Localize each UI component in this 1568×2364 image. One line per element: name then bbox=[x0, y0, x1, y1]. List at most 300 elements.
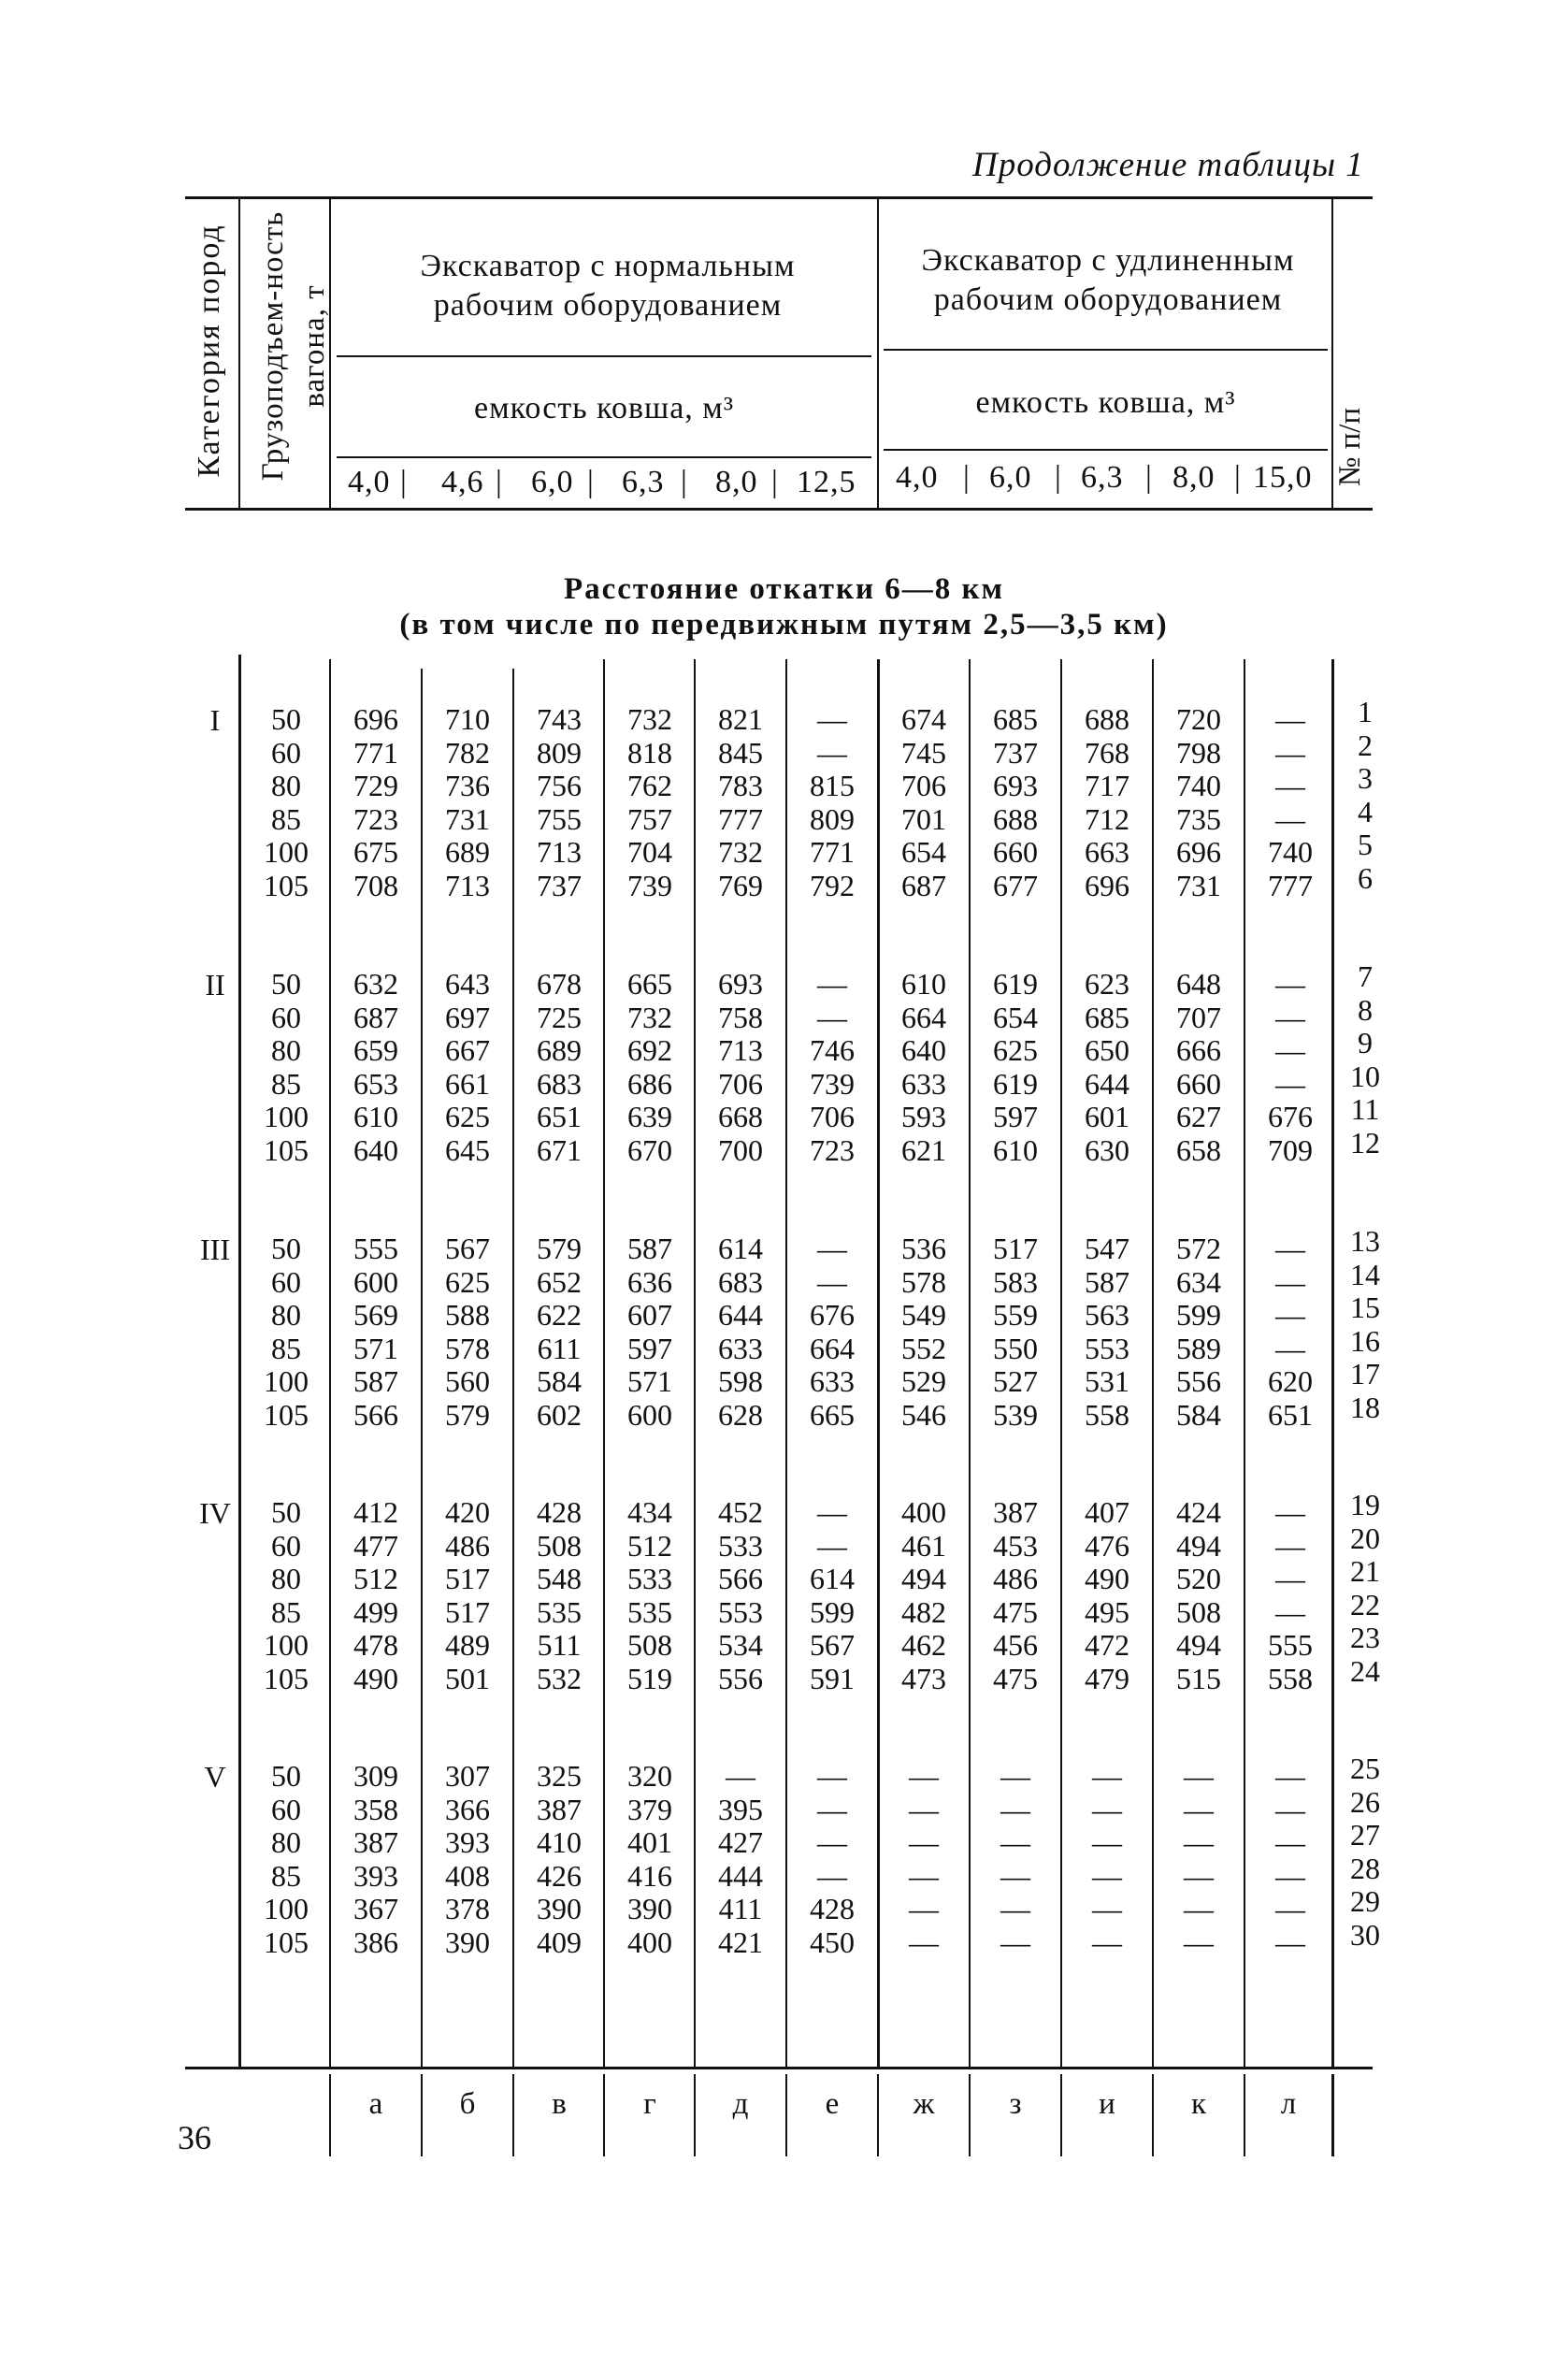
value-cell: 736 bbox=[445, 769, 490, 802]
value-cell: 408 bbox=[445, 1858, 490, 1893]
value-cell: 472 bbox=[1085, 1628, 1129, 1662]
value-cell: 549 bbox=[901, 1298, 946, 1332]
value-cell: 508 bbox=[537, 1528, 582, 1563]
body-vline bbox=[694, 659, 696, 2067]
value-cell: 559 bbox=[993, 1298, 1038, 1332]
value-cell: 688 bbox=[993, 801, 1038, 836]
value-cell: 409 bbox=[537, 1924, 582, 1959]
header-hline bbox=[884, 449, 1328, 451]
value-cell: 815 bbox=[810, 769, 855, 802]
value-cell: 495 bbox=[1085, 1594, 1129, 1629]
value-cell: — bbox=[1275, 769, 1305, 802]
column-letter: л bbox=[1280, 2087, 1297, 2121]
value-cell: 309 bbox=[353, 1759, 398, 1793]
value-cell: 412 bbox=[353, 1495, 398, 1529]
capacity-cell: 60 bbox=[271, 1792, 301, 1826]
value-cell: 486 bbox=[445, 1528, 490, 1563]
value-cell: 633 bbox=[810, 1364, 855, 1398]
value-cell: 508 bbox=[1176, 1594, 1221, 1629]
capacity-cell: 80 bbox=[271, 1033, 301, 1067]
value-cell: — bbox=[1275, 702, 1305, 736]
size-separator: | bbox=[1055, 460, 1062, 495]
capacity-cell: 50 bbox=[271, 967, 301, 1001]
body-vline bbox=[603, 659, 605, 2067]
value-cell: 625 bbox=[445, 1264, 490, 1299]
value-cell: 704 bbox=[627, 835, 672, 869]
value-cell: 731 bbox=[1176, 868, 1221, 902]
value-cell: 494 bbox=[901, 1562, 946, 1595]
value-cell: 845 bbox=[718, 735, 763, 770]
value-cell: 566 bbox=[353, 1397, 398, 1432]
value-cell: 668 bbox=[718, 1100, 763, 1133]
value-cell: 671 bbox=[537, 1132, 582, 1167]
value-cell: 710 bbox=[445, 702, 490, 736]
value-cell: 739 bbox=[627, 868, 672, 902]
value-cell: — bbox=[1000, 1825, 1030, 1859]
value-cell: 558 bbox=[1268, 1661, 1313, 1695]
header-hline bbox=[337, 456, 871, 458]
value-cell: 633 bbox=[718, 1331, 763, 1365]
capacity-cell: 100 bbox=[264, 1364, 309, 1398]
value-cell: 651 bbox=[1268, 1397, 1313, 1432]
value-cell: 572 bbox=[1176, 1232, 1221, 1265]
value-cell: 536 bbox=[901, 1232, 946, 1265]
value-cell: 529 bbox=[901, 1364, 946, 1398]
value-cell: 452 bbox=[718, 1495, 763, 1529]
value-cell: 707 bbox=[1176, 1000, 1221, 1034]
value-cell: — bbox=[1275, 1033, 1305, 1067]
value-cell: 610 bbox=[353, 1100, 398, 1133]
value-cell: — bbox=[1275, 1298, 1305, 1332]
value-cell: — bbox=[1275, 1331, 1305, 1365]
value-cell: 740 bbox=[1176, 769, 1221, 802]
value-cell: 535 bbox=[537, 1594, 582, 1629]
capacity-cell: 80 bbox=[271, 1562, 301, 1595]
value-cell: 660 bbox=[993, 835, 1038, 869]
value-cell: — bbox=[1275, 801, 1305, 836]
value-cell: 731 bbox=[445, 801, 490, 836]
value-cell: 732 bbox=[627, 1000, 672, 1034]
value-cell: 762 bbox=[627, 769, 672, 802]
value-cell: 689 bbox=[537, 1033, 582, 1067]
value-cell: — bbox=[1275, 1892, 1305, 1925]
value-cell: 644 bbox=[718, 1298, 763, 1332]
value-cell: 588 bbox=[445, 1298, 490, 1332]
value-cell: 475 bbox=[993, 1661, 1038, 1695]
value-cell: 737 bbox=[993, 735, 1038, 770]
value-cell: — bbox=[1275, 1000, 1305, 1034]
value-cell: 424 bbox=[1176, 1495, 1221, 1529]
value-cell: 771 bbox=[353, 735, 398, 770]
value-cell: — bbox=[1184, 1892, 1214, 1925]
value-cell: 659 bbox=[353, 1033, 398, 1067]
value-cell: 654 bbox=[901, 835, 946, 869]
value-cell: 652 bbox=[537, 1264, 582, 1299]
value-cell: 620 bbox=[1268, 1364, 1313, 1398]
value-cell: — bbox=[817, 702, 847, 736]
normal-size: 4,0 bbox=[348, 465, 391, 499]
row-number: 18 bbox=[1350, 1390, 1380, 1424]
value-cell: 687 bbox=[353, 1000, 398, 1034]
value-cell: 387 bbox=[993, 1495, 1038, 1529]
value-cell: — bbox=[1184, 1858, 1214, 1893]
body-bottom-rule bbox=[185, 2067, 1373, 2069]
value-cell: 411 bbox=[718, 1892, 763, 1925]
value-cell: 531 bbox=[1085, 1364, 1129, 1398]
value-cell: — bbox=[1275, 1858, 1305, 1893]
value-cell: — bbox=[1275, 1924, 1305, 1959]
value-cell: 527 bbox=[993, 1364, 1038, 1398]
value-cell: 519 bbox=[627, 1661, 672, 1695]
section-title-line2: (в том числе по передвижным путям 2,5—3,5 км) bbox=[399, 608, 1169, 641]
normal-bucket-capacity-label: емкость ковша, м³ bbox=[473, 391, 735, 425]
value-cell: 494 bbox=[1176, 1628, 1221, 1662]
row-number: 28 bbox=[1350, 1851, 1380, 1885]
column-letter: б bbox=[459, 2087, 476, 2121]
normal-size: 12,5 bbox=[797, 465, 856, 499]
value-cell: — bbox=[1092, 1825, 1122, 1859]
value-cell: 644 bbox=[1085, 1066, 1129, 1101]
value-cell: 387 bbox=[353, 1825, 398, 1859]
value-cell: 558 bbox=[1085, 1397, 1129, 1432]
value-cell: 713 bbox=[537, 835, 582, 869]
value-cell: 648 bbox=[1176, 967, 1221, 1001]
value-cell: 628 bbox=[718, 1397, 763, 1432]
value-cell: 630 bbox=[1085, 1132, 1129, 1167]
value-cell: 675 bbox=[353, 835, 398, 869]
header-hline bbox=[337, 355, 871, 357]
capacity-cell: 100 bbox=[264, 1892, 309, 1925]
value-cell: — bbox=[1275, 1594, 1305, 1629]
category-label: I bbox=[209, 703, 221, 737]
letter-vline bbox=[329, 2074, 331, 2156]
capacity-cell: 85 bbox=[271, 1858, 301, 1893]
category-label: II bbox=[205, 968, 225, 1002]
value-cell: 687 bbox=[901, 868, 946, 902]
size-separator: | bbox=[1234, 460, 1242, 495]
value-cell: 720 bbox=[1176, 702, 1221, 736]
value-cell: 578 bbox=[445, 1331, 490, 1365]
size-separator: | bbox=[681, 465, 688, 499]
value-cell: 783 bbox=[718, 769, 763, 802]
capacity-column-head: Грузоподъем-ность вагона, т bbox=[256, 210, 331, 482]
value-cell: 533 bbox=[627, 1562, 672, 1595]
value-cell: 661 bbox=[445, 1066, 490, 1101]
normal-equipment-heading: Экскаватор с нормальным рабочим оборудованием bbox=[420, 249, 796, 323]
value-cell: 651 bbox=[537, 1100, 582, 1133]
value-cell: 307 bbox=[445, 1759, 490, 1793]
size-separator: | bbox=[771, 465, 779, 499]
value-cell: 625 bbox=[993, 1033, 1038, 1067]
capacity-cell: 60 bbox=[271, 1264, 301, 1299]
value-cell: 713 bbox=[445, 868, 490, 902]
value-cell: — bbox=[1275, 1759, 1305, 1793]
value-cell: 755 bbox=[537, 801, 582, 836]
value-cell: 683 bbox=[537, 1066, 582, 1101]
value-cell: 534 bbox=[718, 1628, 763, 1662]
value-cell: 571 bbox=[353, 1331, 398, 1365]
row-number: 3 bbox=[1358, 761, 1373, 795]
value-cell: 553 bbox=[1085, 1331, 1129, 1365]
value-cell: — bbox=[1275, 1792, 1305, 1826]
value-cell: 478 bbox=[353, 1628, 398, 1662]
value-cell: 732 bbox=[718, 835, 763, 869]
value-cell: — bbox=[817, 735, 847, 770]
body-vline bbox=[785, 659, 787, 2067]
row-number: 25 bbox=[1350, 1751, 1380, 1785]
value-cell: 390 bbox=[445, 1924, 490, 1959]
extended-size: 15,0 bbox=[1253, 460, 1313, 495]
value-cell: 739 bbox=[810, 1066, 855, 1101]
column-letter: а bbox=[368, 2087, 383, 2121]
capacity-cell: 60 bbox=[271, 735, 301, 770]
normal-size: 6,0 bbox=[531, 465, 574, 499]
value-cell: 390 bbox=[537, 1892, 582, 1925]
section-title-line1: Расстояние откатки 6—8 км bbox=[563, 572, 1005, 606]
value-cell: 593 bbox=[901, 1100, 946, 1133]
value-cell: 757 bbox=[627, 801, 672, 836]
capacity-cell: 80 bbox=[271, 1298, 301, 1332]
row-number: 6 bbox=[1358, 860, 1373, 895]
value-cell: 587 bbox=[627, 1232, 672, 1265]
row-number: 26 bbox=[1350, 1784, 1380, 1819]
row-number: 11 bbox=[1350, 1092, 1380, 1126]
value-cell: 821 bbox=[718, 702, 763, 736]
value-cell: 746 bbox=[810, 1033, 855, 1067]
value-cell: — bbox=[909, 1924, 939, 1959]
value-cell: 556 bbox=[718, 1661, 763, 1695]
row-number: 19 bbox=[1350, 1488, 1380, 1521]
value-cell: 555 bbox=[353, 1232, 398, 1265]
extended-size: 6,3 bbox=[1081, 460, 1124, 495]
value-cell: 407 bbox=[1085, 1495, 1129, 1529]
value-cell: 692 bbox=[627, 1033, 672, 1067]
number-column-head: № п/п bbox=[1333, 407, 1367, 487]
value-cell: 627 bbox=[1176, 1100, 1221, 1133]
value-cell: 701 bbox=[901, 801, 946, 836]
value-cell: 706 bbox=[718, 1066, 763, 1101]
letter-vline bbox=[512, 2074, 514, 2156]
value-cell: 640 bbox=[353, 1132, 398, 1167]
value-cell: 599 bbox=[810, 1594, 855, 1629]
value-cell: 611 bbox=[537, 1331, 582, 1365]
column-letter: и bbox=[1099, 2087, 1115, 2121]
value-cell: 325 bbox=[537, 1759, 582, 1793]
value-cell: — bbox=[1092, 1792, 1122, 1826]
value-cell: 512 bbox=[353, 1562, 398, 1595]
value-cell: 600 bbox=[353, 1264, 398, 1299]
letter-vline bbox=[421, 2074, 423, 2156]
value-cell: — bbox=[1275, 1825, 1305, 1859]
value-cell: — bbox=[1092, 1892, 1122, 1925]
value-cell: — bbox=[909, 1892, 939, 1925]
value-cell: 723 bbox=[810, 1132, 855, 1167]
letter-vline bbox=[694, 2074, 696, 2156]
row-number: 5 bbox=[1358, 828, 1373, 861]
value-cell: 636 bbox=[627, 1264, 672, 1299]
value-cell: 768 bbox=[1085, 735, 1129, 770]
body-vline bbox=[969, 659, 971, 2067]
row-number: 12 bbox=[1350, 1125, 1380, 1160]
value-cell: — bbox=[1275, 1066, 1305, 1101]
value-cell: 387 bbox=[537, 1792, 582, 1826]
letter-vline bbox=[877, 2074, 879, 2156]
value-cell: 462 bbox=[901, 1628, 946, 1662]
body-vline bbox=[238, 655, 241, 2067]
value-cell: — bbox=[1275, 735, 1305, 770]
column-letter: ж bbox=[913, 2087, 935, 2121]
value-cell: 532 bbox=[537, 1661, 582, 1695]
value-cell: 550 bbox=[993, 1331, 1038, 1365]
value-cell: 490 bbox=[1085, 1562, 1129, 1595]
value-cell: 632 bbox=[353, 967, 398, 1001]
header-vline bbox=[877, 196, 879, 510]
value-cell: 473 bbox=[901, 1661, 946, 1695]
row-number: 29 bbox=[1350, 1884, 1380, 1918]
capacity-cell: 85 bbox=[271, 1066, 301, 1101]
row-number: 17 bbox=[1350, 1357, 1380, 1391]
value-cell: 693 bbox=[718, 967, 763, 1001]
value-cell: 712 bbox=[1085, 801, 1129, 836]
value-cell: 597 bbox=[627, 1331, 672, 1365]
value-cell: 777 bbox=[718, 801, 763, 836]
extended-size: 8,0 bbox=[1172, 460, 1216, 495]
capacity-cell: 85 bbox=[271, 1331, 301, 1365]
value-cell: 547 bbox=[1085, 1232, 1129, 1265]
value-cell: 660 bbox=[1176, 1066, 1221, 1101]
capacity-cell: 100 bbox=[264, 1628, 309, 1662]
capacity-cell: 80 bbox=[271, 1825, 301, 1859]
value-cell: — bbox=[1000, 1892, 1030, 1925]
value-cell: 427 bbox=[718, 1825, 763, 1859]
row-number: 30 bbox=[1350, 1917, 1380, 1952]
column-letter: г bbox=[643, 2087, 656, 2121]
capacity-cell: 60 bbox=[271, 1528, 301, 1563]
value-cell: — bbox=[817, 1528, 847, 1563]
value-cell: 584 bbox=[537, 1364, 582, 1398]
value-cell: 535 bbox=[627, 1594, 672, 1629]
letter-vline bbox=[1331, 2074, 1334, 2156]
value-cell: 490 bbox=[353, 1661, 398, 1695]
header-bottom-rule bbox=[185, 508, 1373, 511]
row-number: 8 bbox=[1358, 992, 1373, 1027]
value-cell: 426 bbox=[537, 1858, 582, 1893]
value-cell: 517 bbox=[445, 1562, 490, 1595]
capacity-cell: 105 bbox=[264, 1132, 309, 1167]
value-cell: 689 bbox=[445, 835, 490, 869]
value-cell: — bbox=[1092, 1759, 1122, 1793]
column-letter: з bbox=[1009, 2087, 1022, 2121]
value-cell: — bbox=[817, 1264, 847, 1299]
value-cell: — bbox=[1275, 1232, 1305, 1265]
value-cell: 589 bbox=[1176, 1331, 1221, 1365]
value-cell: 563 bbox=[1085, 1298, 1129, 1332]
value-cell: 653 bbox=[353, 1066, 398, 1101]
page-number: 36 bbox=[178, 2119, 211, 2156]
value-cell: 792 bbox=[810, 868, 855, 902]
value-cell: 450 bbox=[810, 1924, 855, 1959]
value-cell: 482 bbox=[901, 1594, 946, 1629]
extended-bucket-capacity-label: емкость ковша, м³ bbox=[975, 385, 1236, 420]
capacity-cell: 85 bbox=[271, 1594, 301, 1629]
header-hline bbox=[884, 349, 1328, 351]
row-number: 1 bbox=[1358, 695, 1373, 728]
letter-vline bbox=[1060, 2074, 1062, 2156]
value-cell: 546 bbox=[901, 1397, 946, 1432]
row-number: 24 bbox=[1350, 1653, 1380, 1688]
column-letter: к bbox=[1190, 2087, 1207, 2121]
extended-equipment-heading: Экскаватор с удлиненным рабочим оборудованием bbox=[921, 243, 1295, 317]
body-vline bbox=[421, 669, 423, 2067]
value-cell: 560 bbox=[445, 1364, 490, 1398]
value-cell: 393 bbox=[445, 1825, 490, 1859]
value-cell: 555 bbox=[1268, 1628, 1313, 1662]
value-cell: — bbox=[1275, 1264, 1305, 1299]
value-cell: 461 bbox=[901, 1528, 946, 1563]
value-cell: 610 bbox=[901, 967, 946, 1001]
row-number: 2 bbox=[1358, 728, 1373, 762]
value-cell: 416 bbox=[627, 1858, 672, 1893]
value-cell: 508 bbox=[627, 1628, 672, 1662]
value-cell: 567 bbox=[445, 1232, 490, 1265]
capacity-cell: 50 bbox=[271, 1759, 301, 1793]
value-cell: 566 bbox=[718, 1562, 763, 1595]
value-cell: 693 bbox=[993, 769, 1038, 802]
value-cell: 614 bbox=[810, 1562, 855, 1595]
value-cell: 688 bbox=[1085, 702, 1129, 736]
value-cell: 584 bbox=[1176, 1397, 1221, 1432]
value-cell: 512 bbox=[627, 1528, 672, 1563]
value-cell: 696 bbox=[1176, 835, 1221, 869]
size-separator: | bbox=[1145, 460, 1153, 495]
value-cell: — bbox=[1275, 1562, 1305, 1595]
capacity-cell: 105 bbox=[264, 1924, 309, 1959]
category-label: IV bbox=[199, 1496, 231, 1530]
body-vline bbox=[329, 659, 331, 2067]
value-cell: 777 bbox=[1268, 868, 1313, 902]
value-cell: 456 bbox=[993, 1628, 1038, 1662]
value-cell: 358 bbox=[353, 1792, 398, 1826]
value-cell: 517 bbox=[445, 1594, 490, 1629]
value-cell: 758 bbox=[718, 1000, 763, 1034]
value-cell: 386 bbox=[353, 1924, 398, 1959]
row-number: 23 bbox=[1350, 1621, 1380, 1654]
value-cell: 740 bbox=[1268, 835, 1313, 869]
value-cell: 633 bbox=[901, 1066, 946, 1101]
letter-vline bbox=[785, 2074, 787, 2156]
value-cell: — bbox=[909, 1858, 939, 1893]
value-cell: 619 bbox=[993, 967, 1038, 1001]
row-number: 10 bbox=[1350, 1059, 1380, 1093]
value-cell: 366 bbox=[445, 1792, 490, 1826]
value-cell: 587 bbox=[353, 1364, 398, 1398]
value-cell: 511 bbox=[537, 1628, 582, 1662]
value-cell: 696 bbox=[1085, 868, 1129, 902]
value-cell: — bbox=[817, 1232, 847, 1265]
value-cell: 621 bbox=[901, 1132, 946, 1167]
value-cell: 494 bbox=[1176, 1528, 1221, 1563]
value-cell: — bbox=[726, 1759, 755, 1793]
body-vline bbox=[1152, 659, 1154, 2067]
size-separator: | bbox=[587, 465, 595, 499]
value-cell: 578 bbox=[901, 1264, 946, 1299]
value-cell: 597 bbox=[993, 1100, 1038, 1133]
value-cell: 428 bbox=[810, 1892, 855, 1925]
value-cell: 569 bbox=[353, 1298, 398, 1332]
body-vline bbox=[512, 669, 514, 2067]
value-cell: 607 bbox=[627, 1298, 672, 1332]
value-cell: 517 bbox=[993, 1232, 1038, 1265]
